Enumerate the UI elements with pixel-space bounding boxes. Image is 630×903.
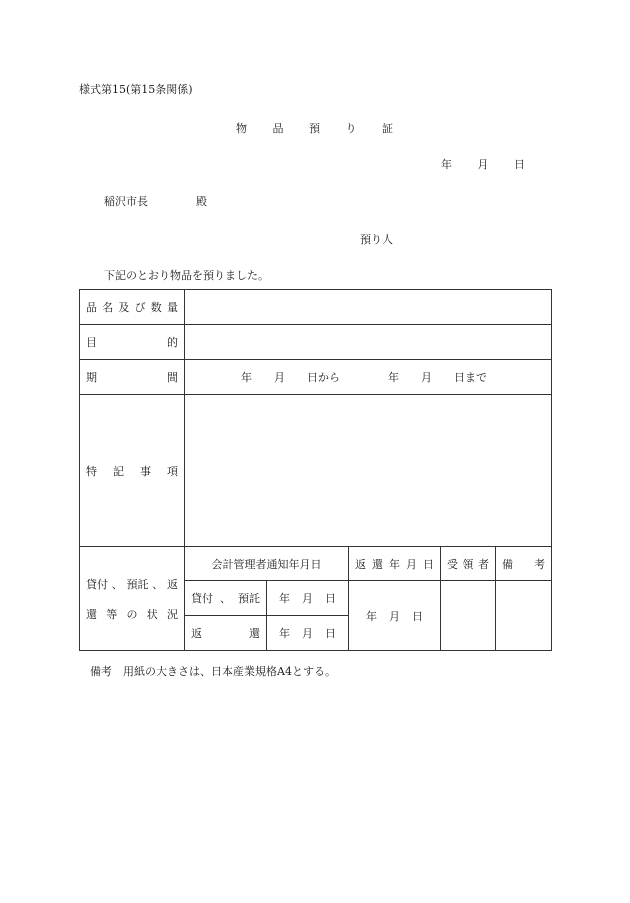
- title-char: 預: [309, 122, 320, 135]
- label-special-notes: 特 記 事 項: [80, 395, 185, 547]
- issue-date: [441, 156, 547, 172]
- label-period: 期 間: [80, 360, 185, 395]
- title-char: 証: [382, 122, 393, 135]
- header-return-date: 返 還 年 月 日: [349, 547, 441, 581]
- item-table: [79, 289, 552, 651]
- date-year-label: 年: [441, 158, 452, 171]
- field-lend-deposit-date[interactable]: 年 月 日: [267, 581, 349, 616]
- row-status-header: [80, 547, 552, 581]
- field-remarks[interactable]: [496, 581, 552, 651]
- label-return: 返 還: [185, 616, 267, 651]
- label-item-quantity: 品 名 及 び 数 量: [80, 290, 185, 325]
- header-remarks: 備 考: [496, 547, 552, 581]
- title-char: 物: [236, 122, 247, 135]
- custodian-label: 預り人: [360, 233, 393, 246]
- addressee: 稲沢市長: [104, 195, 148, 208]
- field-return-notice-date[interactable]: 年 月 日: [267, 616, 349, 651]
- label-purpose: 目 的: [80, 325, 185, 360]
- field-purpose[interactable]: [185, 325, 552, 360]
- row-purpose: [80, 325, 552, 360]
- intro-text: 下記のとおり物品を預りました。: [104, 269, 269, 282]
- field-item-quantity[interactable]: [185, 290, 552, 325]
- header-notice-date: 会計管理者通知年月日: [185, 547, 349, 581]
- row-period: [80, 360, 552, 395]
- title-char: 品: [272, 122, 284, 135]
- header-recipient: 受 領 者: [441, 547, 496, 581]
- field-return-date[interactable]: 年 月 日: [349, 581, 441, 651]
- date-month-label: 月: [477, 158, 489, 171]
- field-recipient[interactable]: [441, 581, 496, 651]
- label-status: 貸付 、 預託 、 返 還 等 の 状 況: [80, 547, 185, 651]
- date-day-label: 日: [514, 158, 525, 171]
- field-special-notes[interactable]: [185, 395, 552, 547]
- field-period[interactable]: 年 月 日から 年 月 日まで: [185, 360, 552, 395]
- document-title: [236, 120, 415, 136]
- form-number: 様式第15(第15条関係): [79, 83, 193, 96]
- row-item-quantity: [80, 290, 552, 325]
- footer-note: 備考 用紙の大きさは、日本産業規格A4とする。: [90, 665, 336, 678]
- addressee-honorific: 殿: [196, 195, 207, 208]
- label-lend-deposit: 貸付 、 預託: [185, 581, 267, 616]
- title-char: り: [345, 122, 357, 135]
- row-notes: [80, 395, 552, 547]
